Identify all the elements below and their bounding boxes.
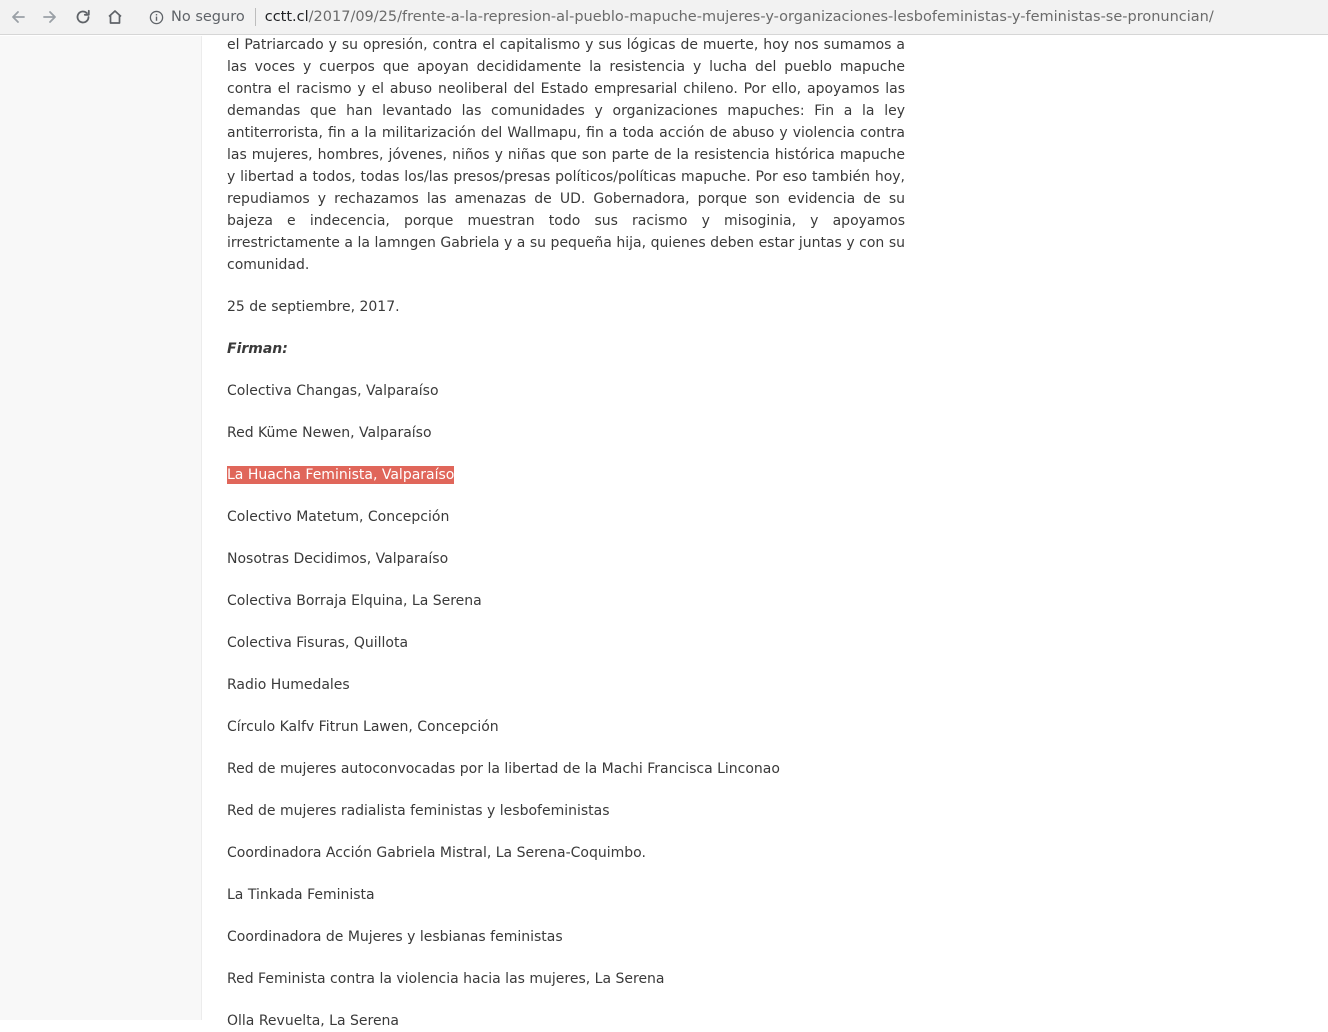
signer-item (227, 548, 905, 570)
signer-item (227, 758, 905, 780)
signer-item (227, 590, 905, 612)
signer-item (227, 800, 905, 822)
forward-button[interactable] (34, 1, 66, 33)
back-button[interactable] (2, 1, 34, 33)
signer-name: Red de mujeres autoconvocadas por la libertad de la Machi Francisca Linconao (227, 761, 780, 777)
signer-name: Colectiva Changas, Valparaíso (227, 383, 439, 399)
signer-name: Nosotras Decidimos, Valparaíso (227, 551, 449, 567)
signer-name: Coordinadora Acción Gabriela Mistral, La Serena-Coquimbo. (227, 845, 646, 861)
signer-name: La Tinkada Feminista (227, 887, 375, 903)
omnibox-divider (255, 8, 256, 26)
signer-name: Coordinadora de Mujeres y lesbianas feministas (227, 929, 563, 945)
signer-name: Red Küme Newen, Valparaíso (227, 425, 432, 441)
page-left-margin (0, 36, 202, 1020)
address-bar[interactable] (140, 3, 1328, 31)
signer-name: Red de mujeres radialista feministas y lesbofeministas (227, 803, 610, 819)
signer-item (227, 926, 905, 948)
url-path[interactable]: /2017/09/25/frente-a-la-represion-al-pueblo-mapuche-mujeres-y-organizaciones-lesbofeministas-y-feministas-se-pronuncian/ (308, 9, 1214, 25)
signers-title: Firman: (227, 341, 288, 357)
signer-item (227, 632, 905, 654)
article-paragraph: el Patriarcado y su opresión, contra el capitalismo y sus lógicas de muerte, hoy nos sumamos a las voces y cuerpos que apoyan decididamente la resistencia y lucha del pueblo mapuche contra el racismo y el abuso neoliberal del Estado empresarial chileno. Por ello, apoyamos las demandas que han levantado las comunidades y organizaciones mapuches: Fin a la ley antiterrorista, fin a la militarización del Wallmapu, fin a toda acción de abuso y violencia contra las mujeres, hombres, jóvenes, niños y niñas que son parte de la resistencia histórica mapuche y libertad a todos, todas los/las presos/presas políticos/políticas mapuche. Por eso también hoy, repudiamos y rechazamos las amenazas de UD. Gobernadora, porque son evidencia de su bajeza e indecencia, porque muestran todo sus racismo y misoginia, y apoyamos irrestrictamente a la lamngen Gabriela y a su pequeña hija, quienes deben estar juntas y con su comunidad. (227, 37, 905, 273)
signer-item (227, 842, 905, 864)
signer-item (227, 716, 905, 738)
signer-name: Olla Revuelta, La Serena (227, 1013, 400, 1029)
signer-item (227, 1010, 905, 1032)
signer-item (227, 506, 905, 528)
signer-item (227, 380, 905, 402)
article-date: 25 de septiembre, 2017. (227, 299, 400, 315)
signer-name: Colectiva Borraja Elquina, La Serena (227, 593, 482, 609)
reload-button[interactable] (67, 1, 99, 33)
info-icon[interactable] (148, 9, 164, 25)
signers-list (227, 380, 905, 1032)
back-arrow-icon (9, 8, 27, 26)
article-content (227, 34, 905, 1032)
signer-item (227, 884, 905, 906)
signer-name: Colectiva Fisuras, Quillota (227, 635, 409, 651)
signer-item (227, 674, 905, 696)
reload-icon (74, 8, 92, 26)
url-host[interactable]: cctt.cl (264, 9, 309, 25)
signer-item (227, 464, 905, 486)
forward-arrow-icon (41, 8, 59, 26)
signer-item (227, 422, 905, 444)
signer-name: Colectivo Matetum, Concepción (227, 509, 450, 525)
home-icon (106, 8, 124, 26)
signer-name: Círculo Kalfv Fitrun Lawen, Concepción (227, 719, 499, 735)
signer-name: Radio Humedales (227, 677, 350, 693)
browser-toolbar (0, 0, 1328, 35)
home-button[interactable] (99, 1, 131, 33)
signer-name: Red Feminista contra la violencia hacia las mujeres, La Serena (227, 971, 665, 987)
security-label[interactable]: No seguro (171, 9, 245, 25)
signer-name: La Huacha Feminista, Valparaíso (227, 467, 455, 483)
signer-item (227, 968, 905, 990)
